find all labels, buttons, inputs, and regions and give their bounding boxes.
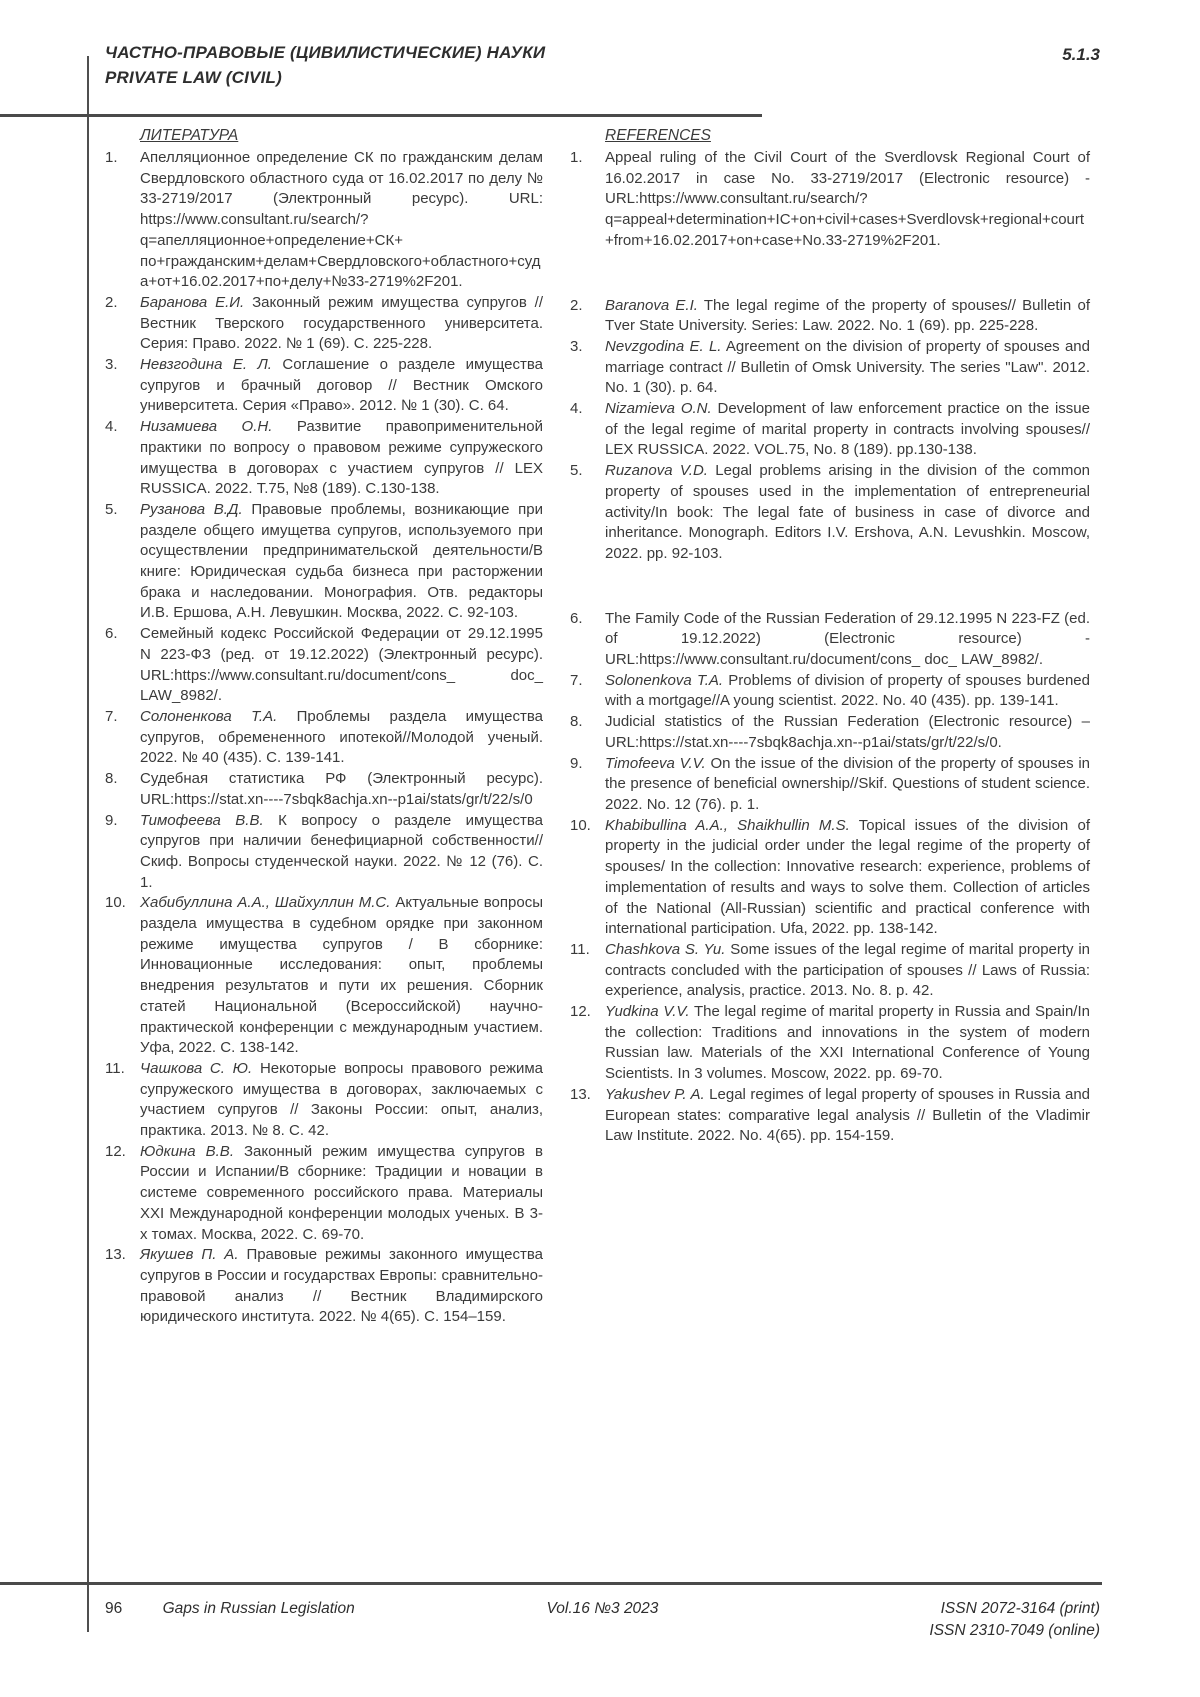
item-text: Солоненкова Т.А. Проблемы раздела имущества супругов, обремененного ипотекой//Молодой ученый. 2022. № 40 (435). С. 139-141.: [140, 707, 544, 767]
section-titles: [105, 40, 545, 90]
item-number: 7.: [570, 671, 583, 689]
item-author: Юдкина В.В.: [140, 1142, 234, 1160]
literature-list: [105, 148, 543, 1328]
section-code: 5.1.3: [1062, 45, 1100, 64]
item-text: Ruzanova V.D. Legal problems arising in the division of the common property of spouses used in the implementation of entrepreneurial activity/In book: The legal fate of business in case of divorce and inheritance. Monograph. Editors I.V. Ershova, A.N. Levushkin. Moscow, 2022. pp. 92-103.: [605, 462, 1090, 562]
item-text: Апелляционное определение СК по гражданским делам Свердловского областного суда от 16.02.2017 по делу № 33-2719/2017 (Электронный ресурс). URL: https://www.consultant.ru/search/?q=апелляционное+определение+СК+ по+гражданским+делам+Свердловского+областного+суда+от+16.02.2017+по+делу+№33-2719%2F201.: [140, 149, 543, 291]
item-text: Низамиева О.Н. Развитие правоприменительной практики по вопросу о правовом режиме супружеского имущества в договорах с участием супругов // LEX RUSSICA. 2022. Т.75, №8 (189). С.130-138.: [140, 418, 543, 498]
reference-item: [105, 417, 543, 500]
item-author: Yudkina V.V.: [605, 1003, 690, 1021]
item-number: 2.: [570, 296, 583, 314]
reference-item: [570, 816, 1090, 940]
item-number: 2.: [105, 293, 118, 311]
item-number: 1.: [570, 149, 583, 166]
reference-item: [570, 148, 1090, 252]
item-author: Невзгодина Е. Л.: [140, 356, 272, 374]
item-number: 4.: [570, 400, 583, 418]
item-author: Khabibullina A.A., Shaikhullin M.S.: [605, 816, 850, 834]
reference-item: [570, 1002, 1090, 1085]
item-text: Семейный кодекс Российской Федерации от 29.12.1995 N 223-ФЗ (ред. от 19.12.2022) (Электронный ресурс). URL:https://www.consultant.ru/document/cons_ doc_ LAW_8982/.: [140, 625, 543, 705]
item-text: Хабибуллина А.А., Шайхуллин М.С. Актуальные вопросы раздела имущества в судебном орядке при законном режиме имущества супругов / В сборнике: Инновационные исследования: опыт, проблемы внедрения результатов и пути их решения. Сборник статей Национальной (Всероссийской) научно-практической конференции с международным участием. Уфа, 2022. С. 138-142.: [140, 894, 543, 1057]
page-header: [105, 40, 1100, 90]
literature-heading: ЛИТЕРАТУРА: [140, 127, 239, 144]
reference-item: [105, 293, 543, 355]
item-author: Nizamieva O.N.: [605, 400, 712, 418]
reference-item: [570, 940, 1090, 1002]
journal-title: Gaps in Russian Legislation: [162, 1600, 355, 1617]
references-list: [570, 148, 1090, 1147]
item-author: Тимофеева В.В.: [140, 811, 264, 829]
item-number: 5.: [570, 462, 583, 480]
item-text: Chashkova S. Yu. Some issues of the legal regime of marital property in contracts concluded with the participation of spouses // Laws of Russia: experience, analysis, practice. 2013. No. 8. p. 42.: [605, 940, 1090, 1000]
item-number: 8.: [570, 713, 583, 731]
item-text: Yakushev P. A. Legal regimes of legal property of spouses in Russia and European states: comparative legal analysis // Bulletin of the Vladimir Law Institute. 2022. No. 4(65). pp. 154-159.: [605, 1085, 1091, 1145]
item-author: Timofeeva V.V.: [605, 754, 706, 772]
page-number: 96: [105, 1600, 123, 1617]
item-author: Чашкова С. Ю.: [140, 1059, 253, 1077]
reference-item: [105, 1245, 543, 1328]
item-author: Yakushev P. A.: [605, 1085, 705, 1103]
item-number: 3.: [105, 356, 118, 374]
item-number: 8.: [105, 770, 118, 788]
item-text: Yudkina V.V. The legal regime of marital property in Russia and Spain/In the collection: Traditions and innovations in the system of modern Russian law. Materials of the XXI International Conference of Young Scientists. In 3 volumes. Moscow, 2022. pp. 69-70.: [605, 1003, 1090, 1083]
item-number: 9.: [105, 811, 118, 829]
reference-item: [105, 811, 543, 894]
item-text: Невзгодина Е. Л. Соглашение о разделе имущества супругов и брачный договор // Вестник Омского университета. Серия «Право». 2012. № 1 (30). С. 64.: [140, 356, 543, 415]
item-author: Якушев П. А.: [140, 1246, 239, 1264]
left-margin-rule: [87, 56, 89, 1632]
references-heading: REFERENCES: [605, 127, 711, 144]
item-number: 13.: [570, 1085, 591, 1103]
reference-item: [105, 500, 543, 624]
literature-column: [105, 127, 543, 1328]
references-area: [105, 127, 1090, 1328]
item-text: Solonenkova T.A. Problems of division of property of spouses burdened with a mortgage//A young scientist. 2022. No. 40 (435). pp. 139-141.: [605, 671, 1090, 710]
reference-item: [570, 399, 1090, 461]
item-text: Baranova E.I. The legal regime of the property of spouses// Bulletin of Tver State University. Series: Law. 2022. No. 1 (69). pp. 225-228.: [605, 296, 1090, 335]
item-number: 12.: [105, 1142, 126, 1160]
item-text: Судебная статистика РФ (Электронный ресурс). URL:https://stat.xn----7sbqk8achja.xn--p1ai/stats/gr/t/22/s/0: [140, 770, 543, 808]
reference-item: [570, 671, 1090, 712]
item-text: Timofeeva V.V. On the issue of the division of the property of spouses in the presence of beneficial ownership//Skif. Questions of student science. 2022. No. 12 (76). p. 1.: [605, 754, 1090, 813]
section-title-ru: ЧАСТНО-ПРАВОВЫЕ (ЦИВИЛИСТИЧЕСКИЕ) НАУКИ: [105, 43, 546, 62]
item-number: 11.: [105, 1059, 125, 1077]
reference-item: [570, 461, 1090, 565]
section-title-en: PRIVATE LAW (CIVIL): [105, 68, 282, 87]
reference-item: [570, 337, 1090, 399]
item-number: 11.: [570, 940, 590, 958]
item-number: 10.: [570, 816, 591, 834]
item-author: Ruzanova V.D.: [605, 462, 708, 480]
item-number: 3.: [570, 337, 583, 355]
item-author: Солоненкова Т.А.: [140, 707, 278, 725]
reference-item: [105, 769, 543, 810]
header-divider: [0, 114, 762, 117]
item-number: 1.: [105, 149, 118, 166]
item-text: Якушев П. А. Правовые режимы законного имущества супругов в России и государствах Европы: сравнительно-правовой анализ // Вестник Владимирского юридического института. 2022. № 4(65). С. 154–159.: [140, 1246, 544, 1326]
issn-online: ISSN 2310-7049 (online): [929, 1622, 1100, 1639]
item-number: 13.: [105, 1246, 126, 1264]
reference-item: [105, 707, 543, 769]
item-author: Chashkova S. Yu.: [605, 940, 726, 958]
item-author: Низамиева О.Н.: [140, 418, 273, 436]
references-column: [570, 127, 1090, 1328]
item-number: 6.: [105, 625, 118, 643]
item-text: Judicial statistics of the Russian Federation (Electronic resource) – URL:https://stat.xn----7sbqk8achja.xn--p1ai/stats/gr/t/22/s/0.: [605, 713, 1090, 751]
reference-item: [105, 1059, 543, 1142]
item-author: Baranova E.I.: [605, 296, 698, 314]
reference-item: [570, 609, 1090, 671]
item-number: 5.: [105, 500, 118, 518]
item-text: Баранова Е.И. Законный режим имущества супругов // Вестник Тверского государственного университета. Серия: Право. 2022. № 1 (69). С. 225-228.: [140, 293, 544, 353]
reference-item: [105, 624, 543, 707]
item-text: Nevzgodina E. L. Agreement on the division of property of spouses and marriage contract // Bulletin of Omsk University. The series "Law". 2012. No. 1 (30). p. 64.: [605, 337, 1090, 397]
item-text: Nizamieva O.N. Development of law enforcement practice on the issue of the legal regime of marital property in contracts involving spouses// LEX RUSSICA. 2022. VOL.75, No. 8 (189). pp.130-138.: [605, 400, 1090, 459]
item-number: 9.: [570, 754, 583, 772]
item-text: Khabibullina A.A., Shaikhullin M.S. Topical issues of the division of property in the judicial order under the legal regime of the property of spouses/ In the collection: Innovative research: experience, problems of implementation of results and ways to solve them. Collection of articles of the National (All-Russian) scientific and practical conference with international participation. Ufa, 2022. pp. 138-142.: [605, 816, 1090, 938]
issn-print: ISSN 2072-3164 (print): [940, 1600, 1100, 1617]
reference-item: [570, 296, 1090, 337]
item-author: Nevzgodina E. L.: [605, 337, 722, 355]
item-number: 7.: [105, 707, 118, 725]
reference-item: [105, 893, 543, 1059]
reference-item: [570, 1085, 1090, 1147]
item-author: Рузанова В.Д.: [140, 500, 243, 518]
reference-item: [570, 754, 1090, 816]
reference-item: [570, 712, 1090, 753]
reference-item: [105, 1142, 543, 1246]
item-author: Solonenkova T.A.: [605, 671, 724, 689]
issn-block: [929, 1598, 1100, 1642]
item-text: Тимофеева В.В. К вопросу о разделе имущества супругов при наличии бенефициарной собственности//Скиф. Вопросы студенческой науки. 2022. № 12 (76). С. 1.: [140, 811, 543, 891]
footer-divider: [0, 1582, 1102, 1585]
item-text: Appeal ruling of the Civil Court of the Sverdlovsk Regional Court of 16.02.2017 in case No. 33-2719/2017 (Electronic resource) - URL:https://www.consultant.ru/search/?q=appeal+determination+IC+on+civil+cases+Sverdlovsk+regional+court+from+16.02.2017+on+case+No.33-2719%2F201.: [605, 149, 1090, 249]
item-number: 10.: [105, 894, 126, 912]
reference-item: [105, 148, 543, 293]
volume-issue: Vol.16 №3 2023: [546, 1600, 659, 1617]
item-text: The Family Code of the Russian Federation of 29.12.1995 N 223-FZ (ed. of 19.12.2022) (Electronic resource) - URL:https://www.consultant.ru/document/cons_ doc_ LAW_8982/.: [605, 609, 1090, 669]
item-number: 4.: [105, 418, 118, 436]
item-author: Баранова Е.И.: [140, 293, 245, 311]
item-text: Чашкова С. Ю. Некоторые вопросы правового режима супружеского имущества в договорах, заключаемых с участием супругов // Законы России: опыт, анализ, практика. 2013. № 8. С. 42.: [140, 1059, 544, 1140]
reference-item: [105, 355, 543, 417]
item-number: 6.: [570, 609, 583, 627]
item-number: 12.: [570, 1003, 591, 1021]
item-text: Юдкина В.В. Законный режим имущества супругов в России и Испании/В сборнике: Традиции и новации в системе современного российского права. Материалы XXI Международной конференции молодых ученых. В 3-х томах. Москва, 2022. С. 69-70.: [140, 1142, 543, 1243]
item-text: Рузанова В.Д. Правовые проблемы, возникающие при разделе общего имущетва супругов, используемого при осуществлении предпринимательской деятельности/В книге: Юридическая судьба бизнеса при расторжении брака и наследовании. Монография. Отв. редакторы И.В. Ершова, А.Н. Левушкин. Москва, 2022. С. 92-103.: [140, 500, 543, 622]
item-author: Хабибуллина А.А., Шайхуллин М.С.: [140, 894, 391, 912]
